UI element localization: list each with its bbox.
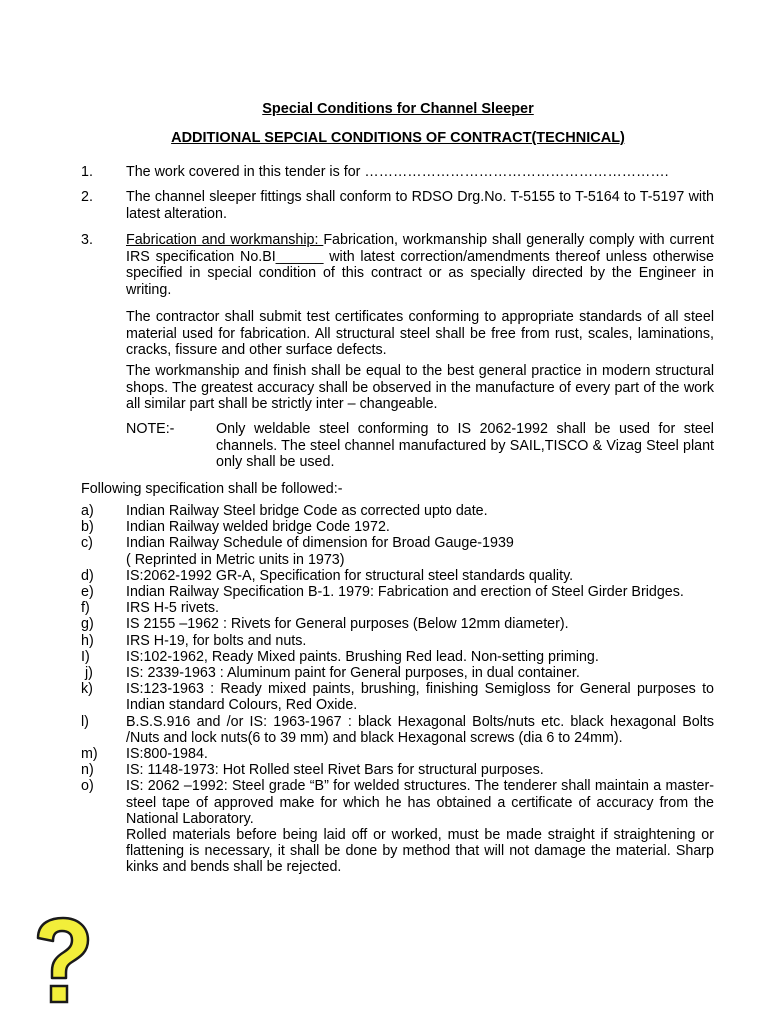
item-text: Fabrication and workmanship: Fabrication, workmanship shall generally comply with current IRS specification No.BI______ with latest correction/amendments thereof unless otherwise specified in special condition of this contract or as specially directed by the Engineer in writing. (126, 232, 714, 298)
list-item: b) Indian Railway welded bridge Code 1972. (81, 519, 390, 536)
spec-list (81, 503, 714, 876)
question-mark-icon (30, 916, 94, 1006)
list-item: j) IS: 2339-1963 : Aluminum paint for General purposes, in dual container. (85, 665, 580, 682)
list-item: m) IS:800-1984. (81, 746, 208, 763)
following-heading: Following specification shall be followed:- (81, 481, 343, 497)
list-item: h) IRS H-19, for bolts and nuts. (81, 632, 307, 649)
list-item: e) Indian Railway Specification B-1. 1979: Fabrication and erection of Steel Girder Bridges. (81, 584, 684, 601)
document-subtitle: ADDITIONAL SEPCIAL CONDITIONS OF CONTRACT(TECHNICAL) (171, 130, 625, 146)
list-item: a) Indian Railway Steel bridge Code as corrected upto date. (81, 503, 488, 519)
note-text: Only weldable steel conforming to IS 2062-1992 shall be used for steel channels. The steel channel manufactured by SAIL,TISCO & Vizag Steel plant only shall be used. (216, 421, 714, 470)
list-item: g) IS 2155 –1962 : Rivets for General purposes (Below 12mm diameter). (81, 616, 569, 633)
document-title: Special Conditions for Channel Sleeper (262, 101, 534, 117)
list-item: l) B.S.S.916 and /or IS: 1963-1967 : black Hexagonal Bolts/nuts etc. black hexagonal Bolts /Nuts and lock nuts(6 to 39 mm) and black Hexagonal screws (dia 6 to 24mm). (81, 713, 714, 746)
fill-in-dots: ………………………………………………………. (364, 164, 669, 180)
list-item: I) IS:102-1962, Ready Mixed paints. Brushing Red lead. Non-setting priming. (81, 648, 599, 665)
item-heading: Fabrication and workmanship: (126, 232, 324, 248)
list-item: d) IS:2062-1992 GR-A, Specification for structural steel standards quality. (81, 567, 574, 584)
item-text: The channel sleeper fittings shall conform to RDSO Drg.No. T-5155 to T-5164 to T-5197 with latest alteration. (126, 189, 714, 222)
list-item: k) IS:123-1963 : Ready mixed paints, brushing, finishing Semigloss for General purposes to Indian standard Colours, Red Oxide. (81, 681, 714, 714)
item-text: The work covered in this tender is for ………………………………………………………. (126, 164, 669, 180)
item-number: 3. (81, 232, 93, 248)
note-label: NOTE:- (126, 421, 175, 437)
list-item: f) IRS H-5 rivets. (81, 600, 219, 617)
paragraph-workmanship: The workmanship and finish shall be equal to the best general practice in modern structural shops. The greatest accuracy shall be observed in the manufacture of every part of the work all similar part shall be strictly inter – changeable. (126, 363, 714, 412)
item-number: 2. (81, 189, 93, 205)
list-item: n) IS: 1148-1973: Hot Rolled steel Rivet Bars for structural purposes. (81, 762, 544, 779)
paragraph-contractor: The contractor shall submit test certificates conforming to appropriate standards of all steel material used for fabrication. All structural steel shall be free from rust, scales, laminations, cracks, fissure and other surface defects. (126, 309, 714, 358)
item-number: 1. (81, 164, 93, 180)
list-item: o) IS: 2062 –1992: Steel grade “B” for welded structures. The tenderer shall maintain a master- steel tape of approved make for which he has obtained a certificate of accuracy from the National Laboratory. Rolled materials before being laid off or worked, must be made straight if straightening or flattening is necessary, it shall be done by method that will not damage the material. Sharp kinks and bends shall be rejected. (81, 778, 714, 876)
list-item: c) Indian Railway Schedule of dimension for Broad Gauge-1939 ( Reprinted in Metric units in 1973) (81, 535, 514, 568)
